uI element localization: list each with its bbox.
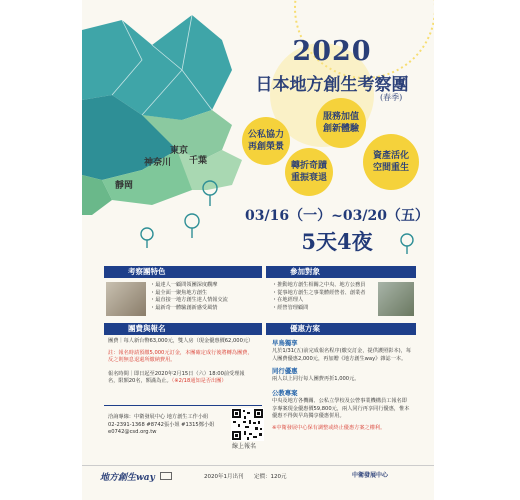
offers-header: 優惠方案 [266, 323, 416, 335]
companion-body [272, 376, 416, 384]
list-item: ・最全面一聚焦地方創生 [150, 289, 208, 296]
early-bird-title: 早鳥獨享 [272, 339, 298, 347]
participants-list [272, 282, 372, 312]
participants-photo [378, 282, 414, 316]
title-year: 2020 [292, 36, 372, 67]
map-label-tokyo: 東京 [170, 146, 189, 156]
map-label-chiba: 千葉 [189, 156, 208, 166]
divider [104, 405, 262, 406]
barcode-icon [160, 472, 172, 480]
footer-issue: 2020年1月出刊 [204, 474, 244, 480]
offer-line: 優惠不得與早鳥獨享優惠併用。 [272, 413, 345, 420]
footer-price: 定價：120元 [254, 474, 287, 480]
bubble-text: 資產活化 [372, 151, 409, 161]
qr-label: 線上報名 [232, 443, 257, 450]
contact-info [108, 414, 228, 437]
registration-time: 報名時間｜即日起至2020年2月15日（六）18:00前受理報 [108, 370, 245, 377]
registration-note: （※2/18通知是否出團） [171, 378, 227, 385]
bubble-text: 重振衰退 [290, 173, 327, 183]
offer-line: 中央及地方各機關、公私立學校及公營事業機構員工報名即 [272, 398, 407, 404]
bubble-asset [363, 134, 419, 190]
registration-limit: 名，限額20名，額滿為止。 [108, 378, 172, 385]
list-item: ・最達人一顧問領團深度觀摩 [150, 282, 218, 288]
date-range: 03/16（一）~03/20（五） [245, 208, 429, 224]
contact-line: 洽詢專線：中衛發展中心 地方創生工作小組 [108, 414, 209, 420]
fee-note: 反之則無息退還所繳納費用。 [108, 357, 176, 364]
bubble-text: 公私協力 [247, 130, 284, 140]
contact-email[interactable]: e0742@csd.org.tw [108, 429, 157, 436]
bubble-text: 轉折奇蹟 [290, 161, 327, 171]
participants-header: 參加對象 [266, 266, 416, 278]
offer-line: 凡於1/31(五)前完成報名程序(繳交訂金，提供護照影本)，每 [272, 348, 412, 354]
early-bird-body [272, 348, 416, 363]
features-photo [106, 282, 146, 316]
fee-line: 團費｜每人新台幣63,000元，雙人房（現金優惠價62,000元） [108, 338, 254, 344]
footer-brand: 地方創生way [100, 473, 155, 483]
list-item: ・經營管理顧問 [272, 304, 309, 311]
offer-line: 享專案現金優惠價59,800元，兩人同行再享同行優惠，惟本 [272, 405, 410, 412]
bubble-text: 服務加值 [322, 112, 359, 122]
fees-header: 團費與報名 [104, 323, 262, 335]
list-item: ・最新奇一體驗創新感受風情 [150, 304, 218, 311]
list-item: ・在地經理人 [272, 297, 304, 304]
bubble-turnaround [285, 148, 333, 196]
map-label-kanagawa: 神奈川 [144, 158, 172, 168]
companion-title: 同行優惠 [272, 367, 298, 375]
footer-org: 中衛發展中心 [352, 472, 389, 479]
bubble-text: 創新體驗 [322, 124, 359, 134]
title-main: 日本地方創生考察團 [255, 75, 409, 95]
public-title: 公教專案 [272, 389, 298, 397]
bubble-text: 再創榮景 [247, 142, 284, 152]
offer-note: ※中衛發展中心保有調整或終止優惠方案之權利。 [272, 424, 386, 431]
list-item: ・推動地方創生相關之中央、地方公務員 [272, 282, 366, 288]
features-list [150, 282, 262, 312]
features-header: 考察團特色 [104, 266, 262, 278]
title-season: (春季) [380, 93, 403, 102]
qr-code[interactable] [231, 408, 264, 441]
poster [82, 0, 434, 500]
public-body [272, 398, 416, 432]
fees-body [108, 338, 262, 386]
list-item: ・最直接一地方創生達人情報交流 [150, 297, 228, 304]
contact-line: 02-2391-1368 #8742張小姐 #1315鄭小姐 [108, 421, 215, 428]
bubble-public-private [242, 117, 290, 165]
offer-line: 兩人以上同行每人團費再折1,000元。 [272, 376, 360, 382]
bubble-service [316, 98, 366, 148]
map-label-shizuoka: 靜岡 [115, 181, 134, 191]
fee-note: 註：報名時請預繳5,000元訂金，本團確定成行後將轉為團費， [108, 349, 253, 356]
list-item: ・從事地方創生之事業體經營者、創業者 [272, 289, 366, 296]
offer-line: 人團費優惠2,000元，再加贈《地方創生way》雜誌一本。 [272, 355, 407, 362]
duration: 5天4夜 [301, 229, 373, 254]
footer-divider [82, 465, 434, 466]
bubble-text: 空間重生 [372, 163, 409, 173]
